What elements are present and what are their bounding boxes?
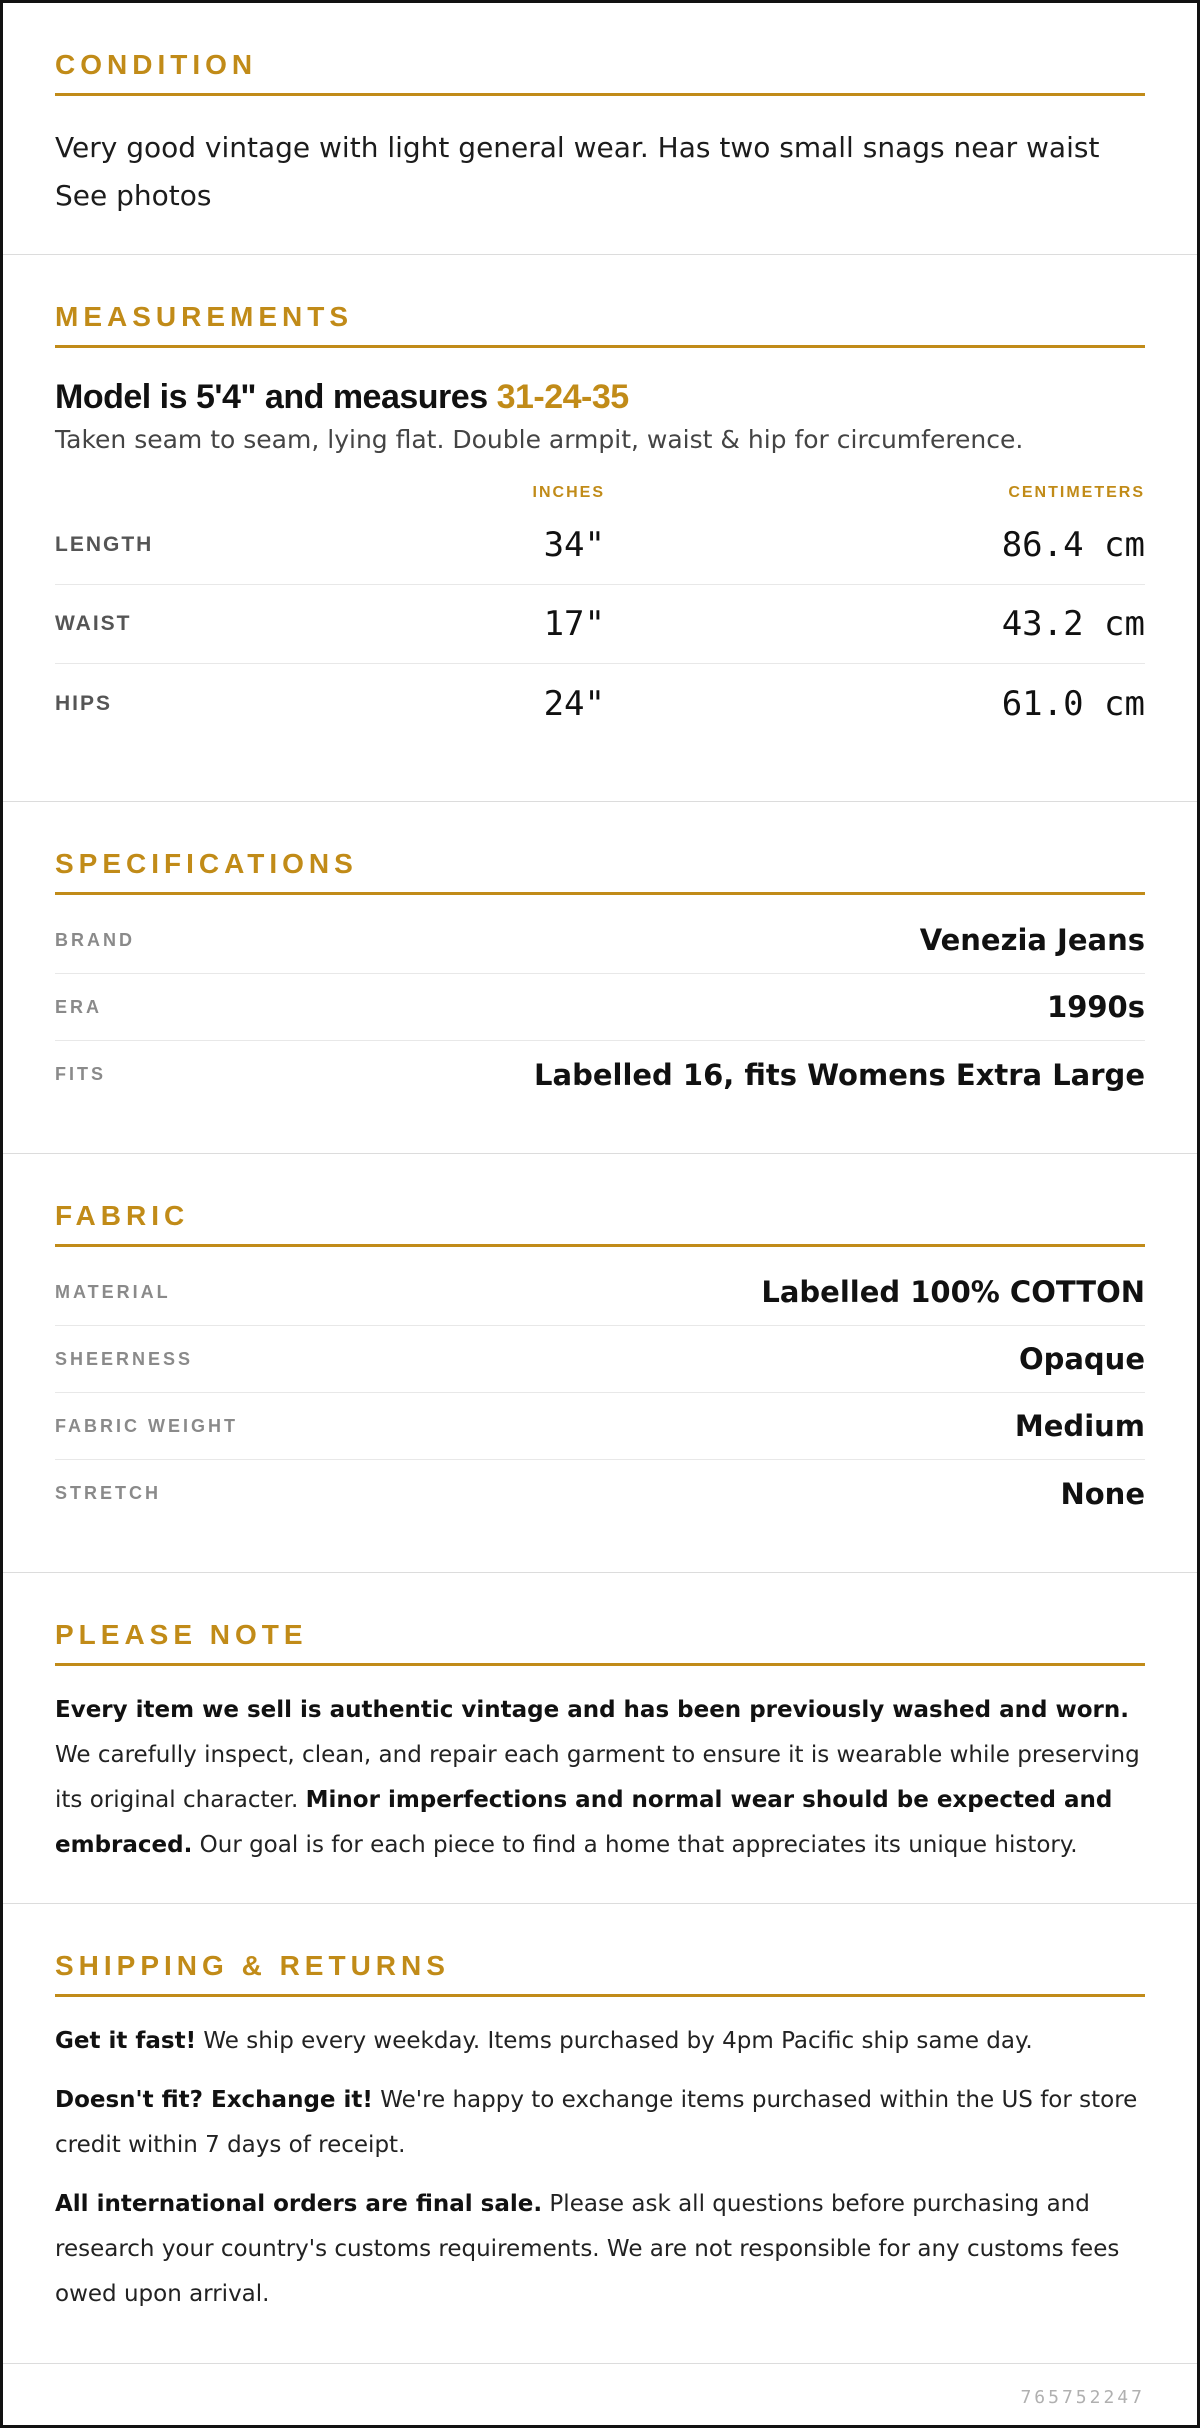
fabric-row [55,1460,1145,1527]
please-note-section [3,1573,1197,1904]
measurement-inches: 24" [543,683,605,724]
shipping-section [3,1904,1197,2364]
measurement-cm: 86.4 cm [1001,525,1145,565]
fabric-label: MATERIAL [55,1281,171,1302]
shipping-p3 [55,2168,1145,2317]
fabric-row [55,1393,1145,1460]
fabric-label: FABRIC WEIGHT [55,1415,238,1436]
fabric-list [55,1247,1145,1527]
inches-header: INCHES [532,484,605,501]
model-measures [55,348,1145,417]
condition-title: CONDITION [55,49,1145,96]
specifications-section [3,802,1197,1154]
fabric-row [55,1259,1145,1326]
shipping-title: SHIPPING & RETURNS [55,1950,1145,1997]
measurement-row [55,664,1145,743]
model-measures-value: 31-24-35 [496,378,629,416]
specifications-list [55,895,1145,1108]
measurement-row [55,506,1145,585]
spec-label: FITS [55,1064,106,1084]
fabric-section [3,1154,1197,1573]
measurement-inches: 17" [543,604,605,644]
please-note-title: PLEASE NOTE [55,1619,1145,1666]
shipping-p3-bold: All international orders are final sale. [55,2191,543,2217]
measurements-section [3,255,1197,802]
footer [3,2364,1197,2431]
note-bold-2: Minor imperfections and normal wear should be expected and embraced. [55,1787,1113,1858]
shipping-p2-bold: Doesn't fit? Exchange it! [55,2087,373,2113]
note-text-2: Our goal is for each piece to find a home that appreciates its unique history. [192,1832,1078,1858]
condition-text: Very good vintage with light general wear. Has two small snags near waist See photos [55,131,1100,212]
measurement-label: HIPS [55,691,113,715]
spec-row [55,974,1145,1041]
measurements-title: MEASUREMENTS [55,301,1145,348]
centimeters-header: CENTIMETERS [1008,484,1145,501]
measurement-row [55,585,1145,664]
spec-label: BRAND [55,929,135,950]
spec-value: Labelled 16, fits Womens Extra Large [534,1057,1145,1092]
spec-value: Venezia Jeans [919,923,1145,957]
shipping-p2 [55,2064,1145,2168]
shipping-p1-bold: Get it fast! [55,2028,197,2054]
shipping-p1-text: We ship every weekday. Items purchased by 4pm Pacific ship same day. [196,2028,1033,2054]
model-prefix: Model is 5'4" and measures [55,378,497,416]
shipping-p1 [55,1997,1145,2064]
measurement-label: WAIST [55,612,132,635]
shipping-p2-text: We're happy to exchange items purchased within the US for store credit within 7 days of receipt. [55,2087,1138,2158]
note-text-1: We carefully inspect, clean, and repair each garment to ensure it is wearable while preserving its original character. [55,1742,1140,1813]
specifications-title: SPECIFICATIONS [55,848,1145,895]
please-note-text [55,1666,1145,1868]
spec-row [55,1041,1145,1108]
measure-note: Taken seam to seam, lying flat. Double armpit, waist & hip for circumference. [55,425,1024,454]
shipping-p3-text: Please ask all questions before purchasing and research your country's customs requirements. We are not responsible for any customs fees owed upon arrival. [55,2191,1120,2307]
note-bold-1: Every item we sell is authentic vintage and has been previously washed and worn. [55,1697,1129,1723]
spec-row [55,907,1145,974]
product-id: 765752247 [1020,2387,1145,2408]
fabric-value: Labelled 100% COTTON [761,1275,1145,1309]
measurements-header [55,454,1145,502]
fabric-label: SHEERNESS [55,1348,194,1369]
measurement-label: LENGTH [55,533,154,556]
spec-label: ERA [55,996,103,1017]
fabric-value: Opaque [1018,1342,1145,1376]
measurements-table [55,502,1145,743]
measurement-inches: 34" [543,525,605,565]
fabric-value: Medium [1014,1409,1145,1443]
measurement-cm: 61.0 cm [1001,683,1145,724]
fabric-title: FABRIC [55,1200,1145,1247]
fabric-label: STRETCH [55,1483,161,1503]
spec-value: 1990s [1047,990,1145,1024]
measurements-header-spacer [55,484,405,502]
condition-section [3,3,1197,255]
fabric-value: None [1060,1476,1145,1511]
measurement-cm: 43.2 cm [1001,604,1145,644]
fabric-row [55,1326,1145,1393]
